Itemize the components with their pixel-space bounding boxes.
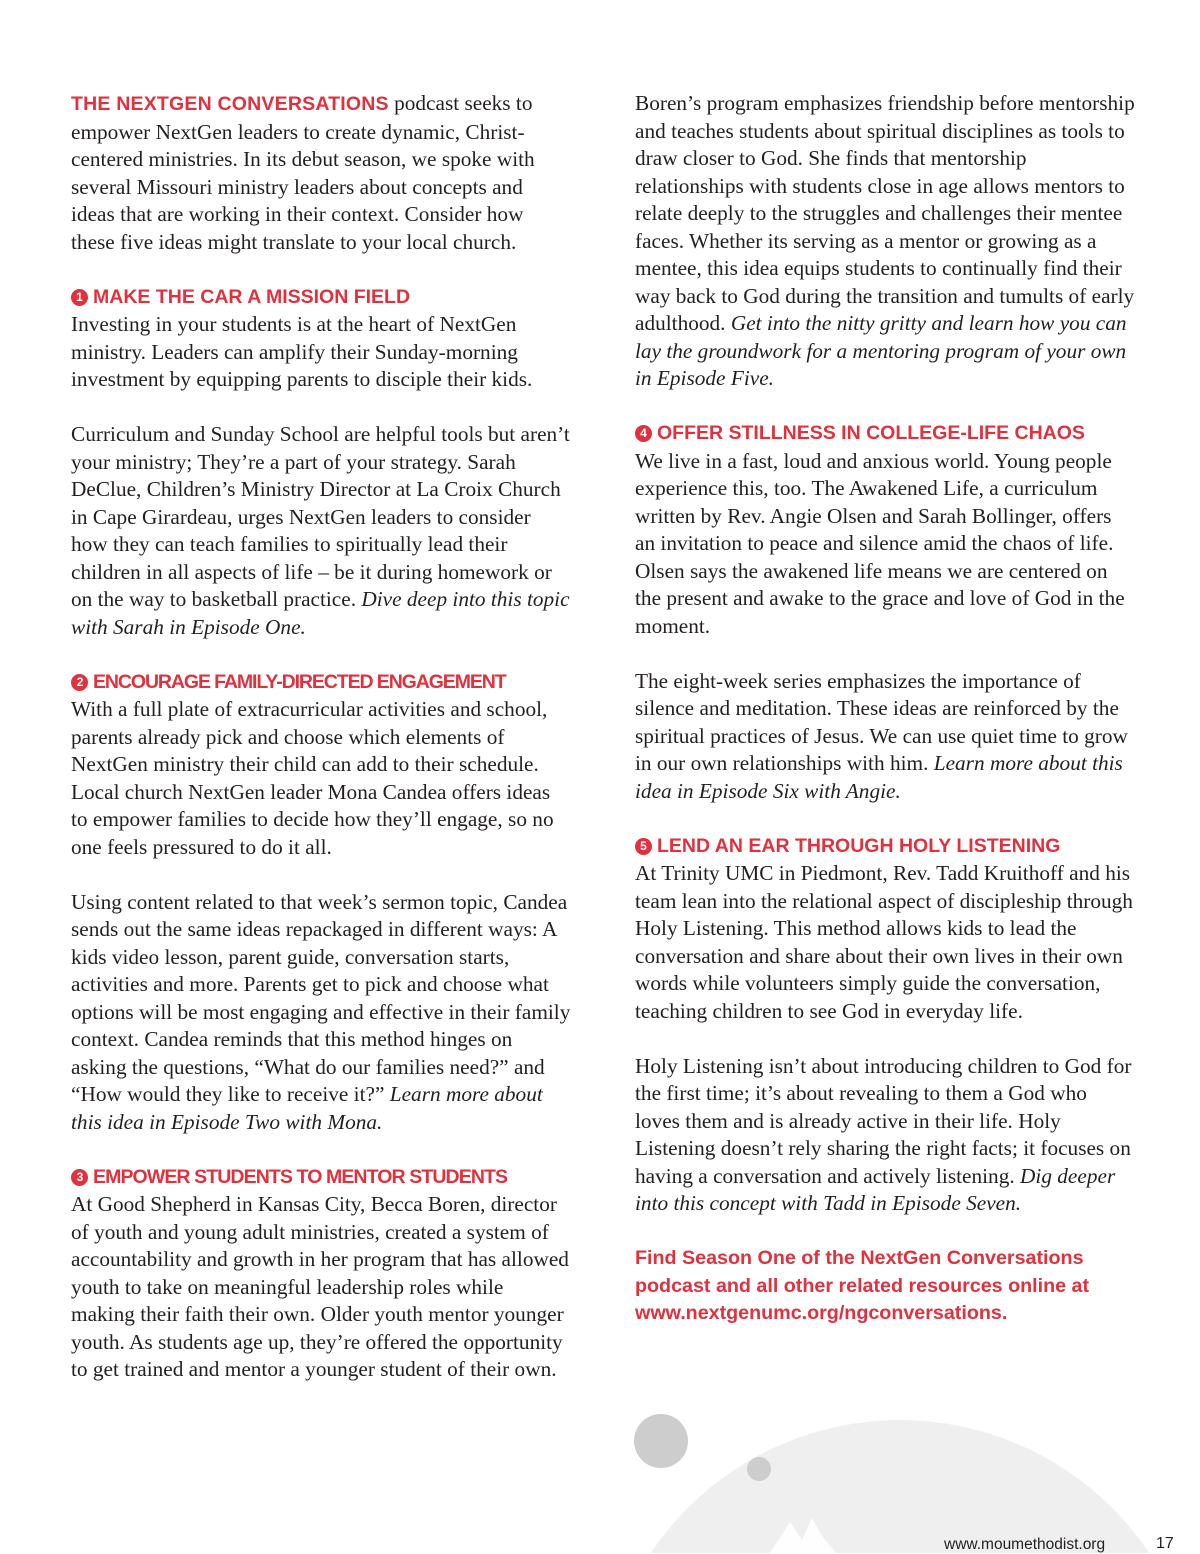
number-badge: 2 [71, 674, 88, 691]
section-heading-text: OFFER STILLNESS IN COLLEGE-LIFE CHAOS [657, 422, 1085, 444]
episode-reference: Learn more about this idea in Episode Six with Angie. [635, 751, 1123, 803]
section-3-continued-paragraph [635, 90, 1135, 393]
section-5 [635, 833, 1135, 1218]
call-to-action: Find Season One of the NextGen Conversations podcast and all other related resources online at www.nextgenumc.org/ngconversations. [635, 1247, 1090, 1324]
paragraph-text: With a full plate of extracurricular activities and school, parents already pick and choose which elements of NextGen ministry their child can add to their schedule. Local church NextGen leader Mona Candea offers ideas to empower families to decide how they’ll engage, so no one feels pressured to do it all. [71, 697, 554, 859]
section-2 [71, 669, 571, 1137]
section-heading [71, 669, 571, 697]
section-paragraph [71, 1191, 571, 1384]
section-paragraph [635, 668, 1135, 806]
paragraph-text: At Trinity UMC in Piedmont, Rev. Tadd Kruithoff and his team lean into the relational aspect of discipleship through Holy Listening. This method allows kids to lead the conversation and share about their own lives in their own words while volunteers simply guide the conversation, teaching children to see God in everyday life. [635, 861, 1133, 1023]
section-paragraph [71, 311, 571, 394]
decor-gray-circle [634, 1414, 688, 1468]
number-badge: 4 [635, 425, 652, 442]
section-paragraph [71, 889, 571, 1137]
episode-reference: Dig deeper into this concept with Tadd in Episode Seven. [635, 1163, 1116, 1215]
section-heading-text: EMPOWER STUDENTS TO MENTOR STUDENTS [93, 1165, 508, 1188]
section-3 [71, 1164, 571, 1384]
section-heading [635, 420, 1135, 448]
intro-lead-in: THE NEXTGEN CONVERSATIONS [71, 93, 389, 115]
section-4 [635, 420, 1135, 805]
number-badge: 5 [635, 838, 652, 855]
decor-large-pale-circle [600, 1420, 1200, 1553]
section-paragraph [635, 860, 1135, 1025]
intro-text: podcast seeks to empower NextGen leaders to create dynamic, Christ-centered ministries. In its debut season, we spoke with several Missouri ministry leaders about concepts and ideas that are working in their context. Consider how these five ideas might translate to your local church. [71, 91, 535, 254]
decor-small-gray-circle [747, 1457, 771, 1481]
paragraph-text: At Good Shepherd in Kansas City, Becca Boren, director of youth and young adult ministries, created a system of accountability and growth in her program that has allowed youth to take on meaningful leadership roles while making their faith their own. Older youth mentor younger youth. As students age up, they’re offered the opportunity to get trained and mentor a younger student of their own. [71, 1192, 569, 1381]
section-heading [71, 284, 571, 312]
section-paragraph [635, 1053, 1135, 1218]
footer-website: www.moumethodist.org [944, 1536, 1106, 1553]
paragraph-text: Investing in your students is at the heart of NextGen ministry. Leaders can amplify their Sunday-morning investment by equipping parents to disciple their kids. [71, 312, 533, 391]
section-1 [71, 284, 571, 642]
paragraph-text: We live in a fast, loud and anxious world. Young people experience this, too. The Awakened Life, a curriculum written by Rev. Angie Olsen and Sarah Bollinger, offers an invitation to peace and silence amid the chaos of life. Olsen says the awakened life means we are centered on the present and awake to the grace and love of God in the moment. [635, 448, 1125, 638]
episode-reference: Learn more about this idea in Episode Two with Mona. [71, 1082, 543, 1134]
section-heading-text: ENCOURAGE FAMILY-DIRECTED ENGAGEMENT [93, 670, 506, 693]
number-badge: 1 [71, 289, 88, 306]
section-heading-text: LEND AN EAR THROUGH HOLY LISTENING [657, 834, 1061, 857]
episode-reference: Dive deep into this topic with Sarah in Episode One. [71, 587, 570, 639]
intro-paragraph [71, 90, 571, 256]
paragraph-text: Using content related to that week’s sermon topic, Candea sends out the same ideas repackaged in different ways: A kids video lesson, parent guide, conversation starts, activities and more. Parents get to pick and choose what options will be most engaging and effective in their family context. Candea reminds that this method hinges on asking the questions, “What do our families need?” and “How would they like to receive it?” [71, 889, 571, 1106]
paragraph-text: Holy Listening isn’t about introducing children to God for the first time; it’s about revealing to them a God who loves them and is already active in their life. Holy Listening doesn’t rely sharing the right facts; it focuses on having a conversation and actively listening. [635, 1053, 1132, 1188]
section-heading [71, 1164, 571, 1192]
number-badge: 3 [71, 1169, 88, 1186]
left-column [71, 90, 571, 1384]
paragraph-text: Curriculum and Sunday School are helpful tools but aren’t your ministry; They’re a part of your strategy. Sarah DeClue, Children’s Ministry Director at La Croix Church in Cape Girardeau, urges NextGen leaders to consider how they can teach families to spiritually lead their children in all aspects of life – be it during homework or on the way to basketball practice. [71, 422, 570, 611]
section-heading-text: MAKE THE CAR A MISSION FIELD [93, 285, 411, 308]
section-paragraph [635, 448, 1135, 641]
section-paragraph [71, 696, 571, 861]
section-heading [635, 833, 1135, 861]
section-paragraph [71, 421, 571, 641]
right-column [635, 90, 1135, 1328]
paragraph-text: The eight-week series emphasizes the importance of silence and meditation. These ideas are reinforced by the spiritual practices of Jesus. We can use quiet time to grow in our own relationships with him. [635, 668, 1128, 775]
episode-reference: Get into the nitty gritty and learn how you can lay the groundwork for a mentoring program of your own in Episode Five. [635, 311, 1127, 390]
paragraph-text: Boren’s program emphasizes friendship before mentorship and teaches students about spiritual disciplines as tools to draw closer to God. She finds that mentorship relationships with students close in age allows mentors to relate deeply to the struggles and challenges their mentee faces. Whether its serving as a mentor or growing as a mentee, this idea equips students to continually find their way back to God during the transition and tumults of early adulthood. [635, 91, 1135, 335]
page-number: 17 [1156, 1535, 1174, 1552]
